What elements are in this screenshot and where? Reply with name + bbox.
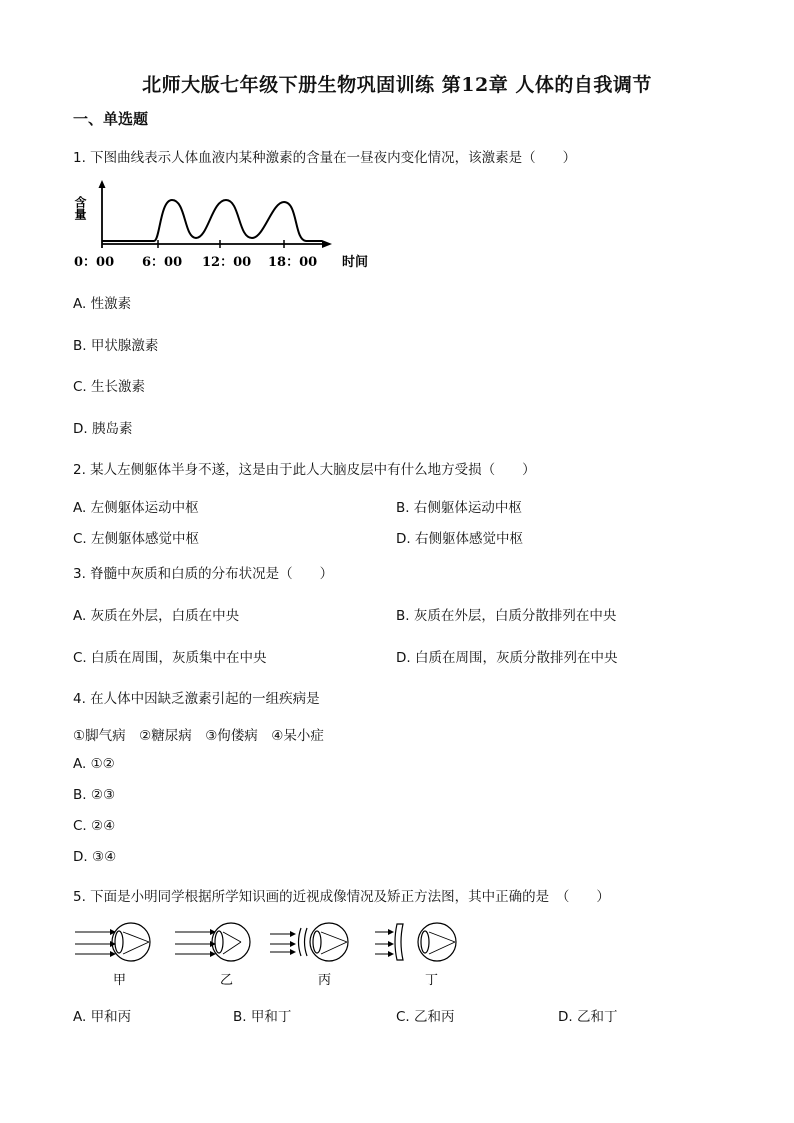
question-4-stem: 4. 在人体中因缺乏激素引起的一组疾病是 xyxy=(73,691,320,707)
figure-label-ding: 丁 xyxy=(425,973,439,988)
eye-diagram-bing xyxy=(270,923,348,961)
q5-option-c[interactable]: C. 乙和丙 xyxy=(396,1009,455,1025)
q1-option-c[interactable]: C. 生长激素 xyxy=(73,379,146,395)
chart-tick-6: 6：00 xyxy=(142,255,183,270)
q1-option-b[interactable]: B. 甲状腺激素 xyxy=(73,338,159,354)
figure-label-yi: 乙 xyxy=(220,973,234,988)
chart-tick-18: 18：00 xyxy=(268,255,318,270)
q5-option-d[interactable]: D. 乙和丁 xyxy=(558,1009,618,1025)
hormone-curve-figure xyxy=(72,178,392,278)
chart-tick-12: 12：00 xyxy=(202,255,252,270)
section-heading: 一、单选题 xyxy=(73,110,149,128)
eye-diagram-yi xyxy=(175,923,250,961)
q1-option-a[interactable]: A. 性激素 xyxy=(73,296,132,312)
q3-option-c[interactable]: C. 白质在周围，灰质集中在中央 xyxy=(73,650,267,666)
q4-option-d[interactable]: D. ③④ xyxy=(73,849,117,865)
q1-option-d[interactable]: D. 胰岛素 xyxy=(73,421,133,437)
eye-diagram-jia xyxy=(75,923,150,961)
q5-option-b[interactable]: B. 甲和丁 xyxy=(233,1009,292,1025)
chart-ylabel: 含量 xyxy=(73,196,87,220)
page-title: 北师大版七年级下册生物巩固训练 第12章 人体的自我调节 xyxy=(142,74,652,96)
q2-option-c[interactable]: C. 左侧躯体感觉中枢 xyxy=(73,531,200,547)
chart-tick-0: 0：00 xyxy=(74,255,115,270)
q4-option-b[interactable]: B. ②③ xyxy=(73,787,116,803)
q3-option-b[interactable]: B. 灰质在外层，白质分散排列在中央 xyxy=(396,608,617,624)
q4-option-c[interactable]: C. ②④ xyxy=(73,818,116,834)
q2-option-b[interactable]: B. 右侧躯体运动中枢 xyxy=(396,500,522,516)
q4-option-a[interactable]: A. ①② xyxy=(73,756,115,772)
question-5-stem: 5. 下面是小明同学根据所学知识画的近视成像情况及矫正方法图，其中正确的是 （ ） xyxy=(73,889,610,905)
chart-xlabel: 时间 xyxy=(342,255,369,270)
question-3-stem: 3. 脊髓中灰质和白质的分布状况是（ ） xyxy=(73,566,334,582)
y-axis-arrow xyxy=(99,180,106,188)
x-axis-arrow xyxy=(322,240,332,248)
q3-option-a[interactable]: A. 灰质在外层，白质在中央 xyxy=(73,608,240,624)
q2-option-d[interactable]: D. 右侧躯体感觉中枢 xyxy=(396,531,523,547)
q3-option-d[interactable]: D. 白质在周围，灰质分散排列在中央 xyxy=(396,650,618,666)
hormone-curve xyxy=(102,200,322,241)
figure-label-bing: 丙 xyxy=(318,973,332,988)
eye-diagram-ding xyxy=(375,923,456,961)
question-1-stem: 1. 下图曲线表示人体血液内某种激素的含量在一昼夜内变化情况，该激素是（ ） xyxy=(73,150,577,166)
q2-option-a[interactable]: A. 左侧躯体运动中枢 xyxy=(73,500,199,516)
q5-option-a[interactable]: A. 甲和丙 xyxy=(73,1009,132,1025)
eye-diagrams-figure xyxy=(75,920,475,992)
q4-items: ①脚气病 ②糖尿病 ③佝偻病 ④呆小症 xyxy=(73,728,324,744)
question-2-stem: 2. 某人左侧躯体半身不遂，这是由于此人大脑皮层中有什么地方受损（ ） xyxy=(73,462,536,478)
figure-label-jia: 甲 xyxy=(113,973,127,988)
